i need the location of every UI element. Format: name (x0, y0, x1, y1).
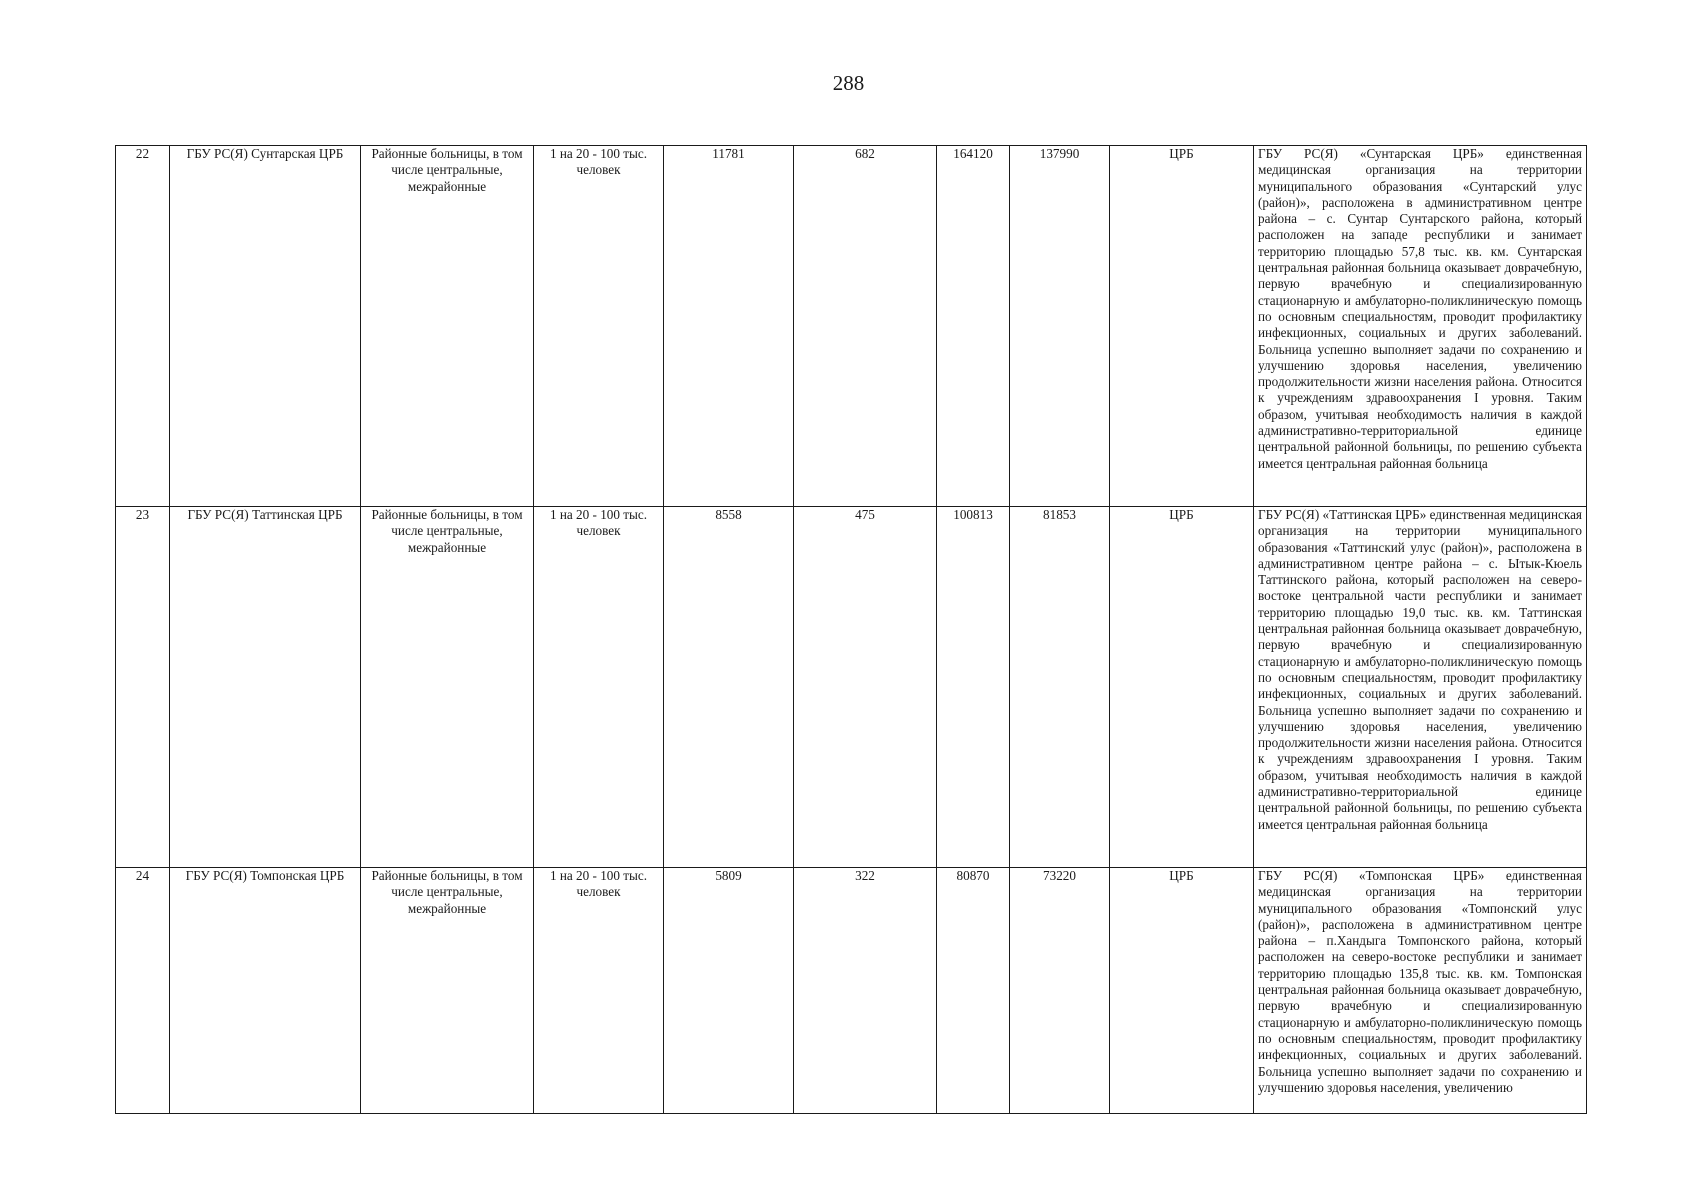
value-cell-4: 73220 (1010, 868, 1110, 1114)
row-number-cell: 24 (116, 868, 170, 1114)
table-row (116, 146, 1587, 507)
value-cell-3: 164120 (937, 146, 1010, 507)
hospital-name-cell: ГБУ РС(Я) Таттинская ЦРБ (170, 507, 361, 868)
description-cell (1254, 507, 1587, 868)
value-cell-4: 81853 (1010, 507, 1110, 868)
table-row (116, 868, 1587, 1114)
hospital-type-cell: Районные больницы, в том числе центральные, межрайонные (361, 868, 534, 1114)
row-number-cell: 23 (116, 507, 170, 868)
table-row (116, 507, 1587, 868)
value-cell-2: 322 (794, 868, 937, 1114)
level-cell: ЦРБ (1110, 146, 1254, 507)
level-cell: ЦРБ (1110, 868, 1254, 1114)
capacity-norm-cell: 1 на 20 - 100 тыс. человек (534, 868, 664, 1114)
hospital-type-cell: Районные больницы, в том числе центральные, межрайонные (361, 146, 534, 507)
hospital-type-cell: Районные больницы, в том числе центральные, межрайонные (361, 507, 534, 868)
value-cell-3: 100813 (937, 507, 1010, 868)
description-text: ГБУ РС(Я) «Томпонская ЦРБ» единственная медицинская организация на территории муниципального образования «Томпонский улус (район)», расположена в административном центре района – п.Хандыга Томпонского района, который расположен на северо-востоке республики и занимает территорию площадью 135,8 тыс. кв. км. Томпонская центральная районная больница оказывает доврачебную, первую врачебную и специализированную стационарную и амбулаторно-поликлиническую помощь по основным специальностям, проводит профилактику инфекционных, социальных и других заболеваний. Больница успешно выполняет задачи по сохранению и улучшению здоровья населения, увеличению (1258, 868, 1582, 1095)
level-cell: ЦРБ (1110, 507, 1254, 868)
value-cell-1: 11781 (664, 146, 794, 507)
value-cell-1: 8558 (664, 507, 794, 868)
row-number-cell: 22 (116, 146, 170, 507)
value-cell-4: 137990 (1010, 146, 1110, 507)
description-text: ГБУ РС(Я) «Таттинская ЦРБ» единственная медицинская организация на территории муниципального образования «Таттинский улус (район)», расположена в административном центре района – с. Ытык-Кюель Таттинского района, который расположен на северо-востоке центральной части республики и занимает территорию площадью 19,0 тыс. кв. км. Таттинская центральная районная больница оказывает доврачебную, первую врачебную и специализированную стационарную и амбулаторно-поликлиническую помощь по основным специальностям, проводит профилактику инфекционных, социальных и других заболеваний. Больница успешно выполняет задачи по сохранению и улучшению здоровья населения, увеличению продолжительности жизни населения района. Относится к учреждениям здравоохранения I уровня. Таким образом, учитывая необходимость наличия в каждой административно-территориальной единице центральной районной больницы, по решению субъекта имеется центральная районная больница (1258, 507, 1582, 832)
hospital-name-cell: ГБУ РС(Я) Томпонская ЦРБ (170, 868, 361, 1114)
hospital-table (115, 145, 1587, 1114)
value-cell-3: 80870 (937, 868, 1010, 1114)
capacity-norm-cell: 1 на 20 - 100 тыс. человек (534, 507, 664, 868)
hospital-name-cell: ГБУ РС(Я) Сунтарская ЦРБ (170, 146, 361, 507)
capacity-norm-cell: 1 на 20 - 100 тыс. человек (534, 146, 664, 507)
description-cell (1254, 146, 1587, 507)
value-cell-2: 475 (794, 507, 937, 868)
description-text: ГБУ РС(Я) «Сунтарская ЦРБ» единственная медицинская организация на территории муниципального образования «Сунтарский улус (район)», расположена в административном центре района – с. Сунтар Сунтарского района, который расположен на западе республики и занимает территорию площадью 57,8 тыс. кв. км. Сунтарская центральная районная больница оказывает доврачебную, первую врачебную и специализированную стационарную и амбулаторно-поликлиническую помощь по основным специальностям, проводит профилактику инфекционных, социальных и других заболеваний. Больница успешно выполняет задачи по сохранению и улучшению здоровья населения, увеличению продолжительности жизни населения района. Относится к учреждениям здравоохранения I уровня. Таким образом, учитывая необходимость наличия в каждой административно-территориальной единице центральной районной больницы, по решению субъекта имеется центральная районная больница (1258, 146, 1582, 471)
page-number: 288 (832, 71, 865, 95)
description-cell (1254, 868, 1587, 1114)
value-cell-2: 682 (794, 146, 937, 507)
value-cell-1: 5809 (664, 868, 794, 1114)
